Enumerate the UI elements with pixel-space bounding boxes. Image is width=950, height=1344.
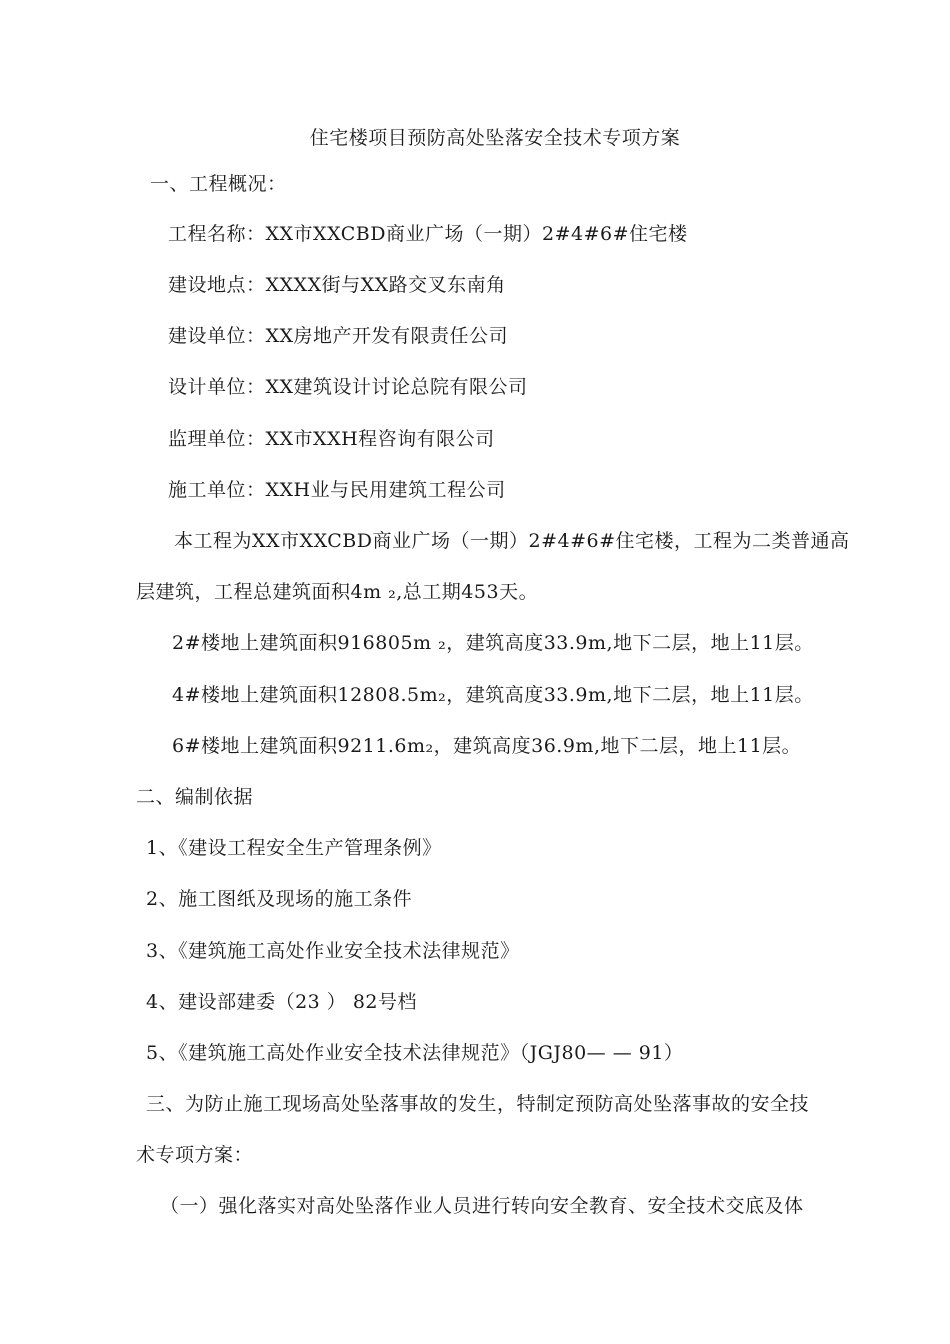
basis-item-4: 4、建设部建委（23 ） 82号档 xyxy=(146,991,418,1013)
basis-item-5: 5、《建筑施工高处作业安全技术法律规范》（JGJ80— — 91） xyxy=(146,1042,684,1064)
project-summary-line-1: 本工程为XX市XXCBD商业广场（一期）2#4#6#住宅楼，工程为二类普通高 xyxy=(174,530,850,552)
building-6-info: 6#楼地上建筑面积9211.6m₂，建筑高度36.9m,地下二层，地上11层。 xyxy=(172,735,802,757)
section-1-heading: 一、工程概况： xyxy=(150,173,287,195)
project-owner: 建设单位：XX房地产开发有限责任公司 xyxy=(168,325,509,347)
section-2-heading: 二、编制依据 xyxy=(136,786,254,808)
project-location: 建设地点：XXXX街与XX路交叉东南角 xyxy=(168,274,506,296)
section-3-heading-line-1: 三、为防止施工现场高处坠落事故的发生，特制定预防高处坠落事故的安全技 xyxy=(146,1093,810,1115)
project-name: 工程名称：XX市XXCBD商业广场（一期）2#4#6#住宅楼 xyxy=(168,223,688,245)
basis-item-1: 1、《建设工程安全生产管理条例》 xyxy=(146,837,442,859)
project-supervisor: 监理单位：XX市XXH程咨询有限公司 xyxy=(168,428,495,450)
project-contractor: 施工单位：XXH业与民用建筑工程公司 xyxy=(168,479,506,501)
section-3-item-1-line-1: （一）强化落实对高处坠落作业人员进行转向安全教育、安全技术交底及体 xyxy=(160,1195,804,1217)
building-2-info: 2#楼地上建筑面积916805m ₂，建筑高度33.9m,地下二层，地上11层。 xyxy=(172,632,814,654)
project-designer: 设计单位：XX建筑设计讨论总院有限公司 xyxy=(168,376,528,398)
project-summary-line-2: 层建筑，工程总建筑面积4m ₂,总工期453天。 xyxy=(136,581,539,603)
building-4-info: 4#楼地上建筑面积12808.5m₂，建筑高度33.9m,地下二层，地上11层。 xyxy=(172,684,814,706)
document-title: 住宅楼项目预防高处坠落安全技术专项方案 xyxy=(309,127,681,149)
basis-item-3: 3、《建筑施工高处作业安全技术法律规范》 xyxy=(146,940,520,962)
basis-item-2: 2、施工图纸及现场的施工条件 xyxy=(146,888,413,910)
section-3-heading-line-2: 术专项方案： xyxy=(136,1144,254,1166)
